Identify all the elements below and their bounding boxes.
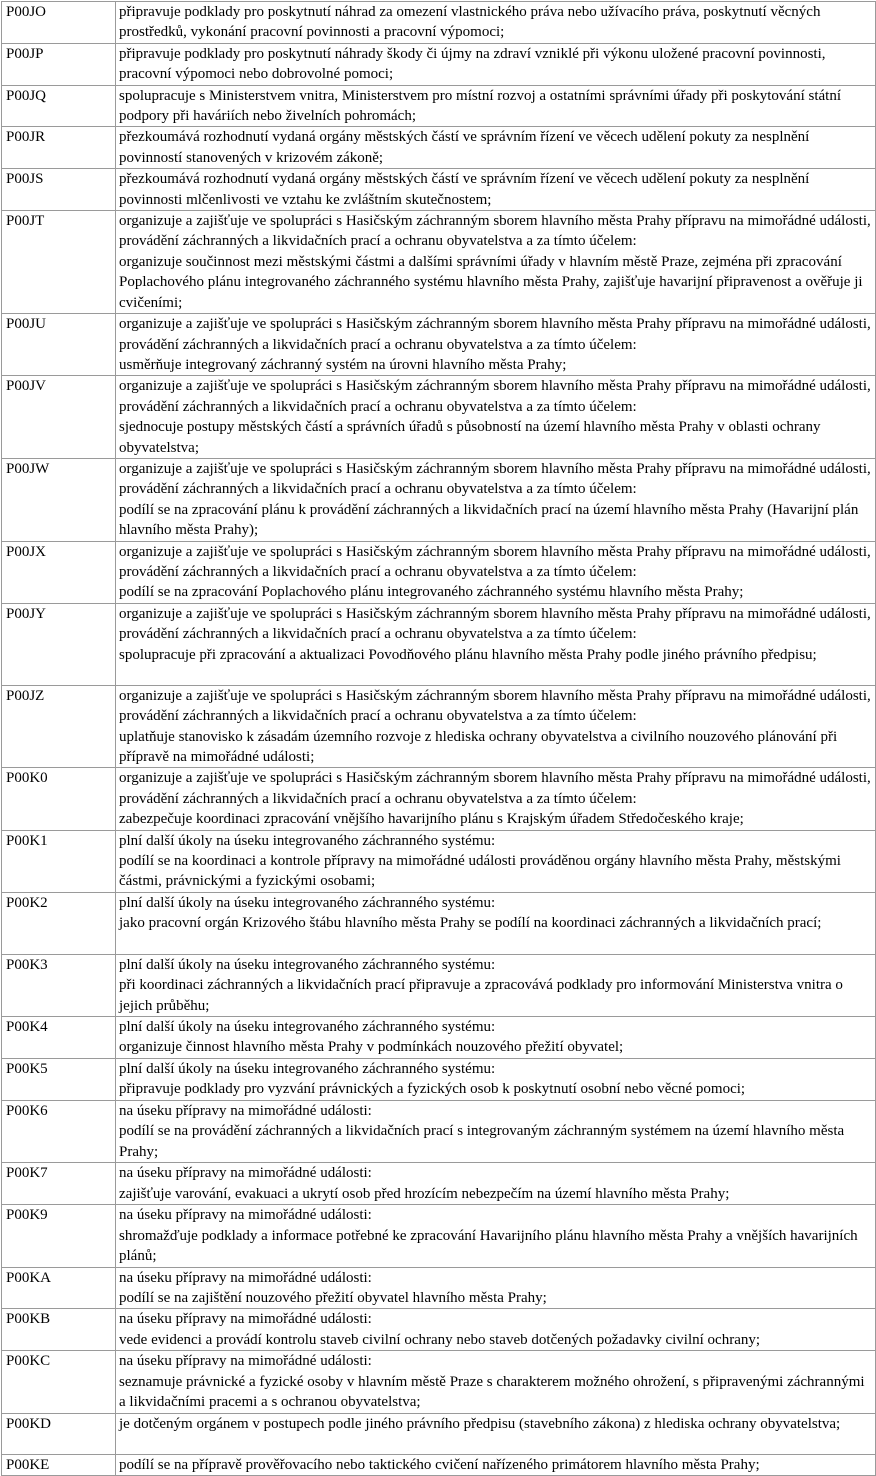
description-lead-line: na úseku přípravy na mimořádné události:: [119, 1311, 372, 1328]
description-lead-line: plní další úkoly na úseku integrovaného záchranného systému:: [119, 894, 496, 911]
agenda-description: [116, 1163, 876, 1205]
description-lead-line: organizuje a zajišťuje ve spolupráci s Hasičským záchranným sborem hlavního města Prahy přípravu na mimořádné události, provádění záchranných a likvidačních prací a ochranu obyvatelstva a za tímto účelem:: [119, 770, 871, 807]
description-line: při koordinaci záchranných a likvidačních prací připravuje a zpracovává podklady pro informování Ministerstva vnitra o jejich průběhu;: [119, 977, 843, 1014]
description-lead-line: organizuje a zajišťuje ve spolupráci s Hasičským záchranným sborem hlavního města Prahy přípravu na mimořádné události, provádění záchranných a likvidačních prací a ochranu obyvatelstva a za tímto účelem:: [119, 605, 871, 643]
description-lead-line: na úseku přípravy na mimořádné události:: [119, 1269, 372, 1286]
agenda-description: [116, 314, 876, 376]
table-row: [2, 314, 876, 376]
agenda-code: P00JW: [2, 458, 116, 541]
description-line: připravuje podklady pro vyzvání právnických a fyzických osob k poskytnutí osobní nebo věcné pomoci;: [119, 1081, 746, 1098]
agenda-code: P00KE: [2, 1454, 116, 1475]
agenda-table: [1, 1, 876, 1476]
agenda-code: P00JQ: [2, 85, 116, 127]
description-line: podílí se na provádění záchranných a likvidačních prací s integrovaným záchranným systémem na území hlavního města Prahy;: [119, 1123, 845, 1160]
agenda-description: [116, 1017, 876, 1059]
agenda-code: P00K3: [2, 954, 116, 1016]
table-row: [2, 458, 876, 541]
description-line: podílí se na přípravě prověřovacího nebo taktického cvičení nařízeného primátorem hlavního města Prahy;: [119, 1456, 760, 1473]
description-lead-line: plní další úkoly na úseku integrovaného záchranného systému:: [119, 1061, 496, 1078]
description-lead-line: na úseku přípravy na mimořádné události:: [119, 1103, 372, 1120]
agenda-code: P00JT: [2, 211, 116, 314]
description-line: zajišťuje varování, evakuaci a ukrytí osob před hrozícím nebezpečím na území hlavního města Prahy;: [119, 1185, 730, 1202]
description-line: podílí se na koordinaci a kontrole přípravy na mimořádné události prováděnou orgány hlavního města Prahy, městskými částmi, právnickými a fyzickými osobami;: [119, 853, 841, 890]
agenda-description: [116, 169, 876, 211]
agenda-description: [116, 127, 876, 169]
description-line: uplatňuje stanovisko k zásadám územního rozvoje z hlediska ochrany obyvatelstva a civilního nouzového plánování při přípravě na mimořádné události;: [119, 728, 838, 765]
description-lead-line: plní další úkoly na úseku integrovaného záchranného systému:: [119, 832, 496, 849]
agenda-code: P00JR: [2, 127, 116, 169]
description-lead-line: organizuje a zajišťuje ve spolupráci s Hasičským záchranným sborem hlavního města Prahy přípravu na mimořádné události, provádění záchranných a likvidačních prací a ochranu obyvatelstva a za tímto účelem:: [119, 213, 871, 250]
agenda-description: [116, 2, 876, 44]
table-row: [2, 685, 876, 768]
description-lead-line: organizuje a zajišťuje ve spolupráci s Hasičským záchranným sborem hlavního města Prahy přípravu na mimořádné události, provádění záchranných a likvidačních prací a ochranu obyvatelstva a za tímto účelem:: [119, 687, 871, 725]
description-line: jako pracovní orgán Krizového štábu hlavního města Prahy se podílí na koordinaci záchranných a likvidačních prací;: [119, 915, 822, 932]
table-row: [2, 376, 876, 459]
description-line: podílí se na zpracování plánu k provádění záchranných a likvidačních prací na území hlavního města Prahy (Havarijní plán hlavního města Prahy);: [119, 501, 859, 539]
agenda-code: P00JU: [2, 314, 116, 376]
table-row: [2, 1163, 876, 1205]
description-lead-line: organizuje a zajišťuje ve spolupráci s Hasičským záchranným sborem hlavního města Prahy přípravu na mimořádné události, provádění záchranných a likvidačních prací a ochranu obyvatelstva a za tímto účelem:: [119, 378, 871, 415]
agenda-code: P00K5: [2, 1059, 116, 1101]
table-row: [2, 1101, 876, 1163]
description-line: spolupracuje s Ministerstvem vnitra, Ministerstvem pro místní rozvoj a ostatními správními úřady při poskytování státní podpory při haváriích nebo živelních pohromách;: [119, 87, 841, 125]
agenda-description: [116, 1454, 876, 1475]
agenda-description: [116, 830, 876, 892]
agenda-code: P00KC: [2, 1351, 116, 1413]
agenda-code: P00JO: [2, 2, 116, 44]
agenda-code: P00JV: [2, 376, 116, 459]
table-row: [2, 954, 876, 1016]
agenda-description: [116, 892, 876, 954]
description-lead-line: organizuje a zajišťuje ve spolupráci s Hasičským záchranným sborem hlavního města Prahy přípravu na mimořádné události, provádění záchranných a likvidačních prací a ochranu obyvatelstva a za tímto účelem:: [119, 316, 871, 353]
description-line: seznamuje právnické a fyzické osoby v hlavním městě Praze s charakterem možného ohrožení, s připravenými záchrannými a likvidačními pracemi a s ochranou obyvatelstva;: [119, 1373, 865, 1411]
description-lead-line: organizuje a zajišťuje ve spolupráci s Hasičským záchranným sborem hlavního města Prahy přípravu na mimořádné události, provádění záchranných a likvidačních prací a ochranu obyvatelstva a za tímto účelem:: [119, 460, 871, 498]
agenda-code: P00KA: [2, 1267, 116, 1309]
table-row: [2, 1454, 876, 1475]
description-line: připravuje podklady pro poskytnutí náhrad za omezení vlastnického práva nebo užívacího práva, poskytnutí věcných prostředků, vykonání pracovní povinnosti a pracovní výpomoci;: [119, 4, 821, 41]
description-line: zabezpečuje koordinaci zpracování vnějšího havarijního plánu s Krajským úřadem Středočeského kraje;: [119, 811, 744, 828]
description-line: přezkoumává rozhodnutí vydaná orgány městských částí ve správním řízení ve věcech udělení pokuty za nesplnění povinnosti mlčenlivosti ve vztahu ke zvláštním skutečnostem;: [119, 171, 810, 208]
description-line: podílí se na zajištění nouzového přežití obyvatel hlavního města Prahy;: [119, 1289, 547, 1306]
description-lead-line: plní další úkoly na úseku integrovaného záchranného systému:: [119, 956, 496, 973]
agenda-description: [116, 768, 876, 830]
table-row: [2, 169, 876, 211]
table-row: [2, 830, 876, 892]
agenda-description: [116, 954, 876, 1016]
agenda-code: P00K7: [2, 1163, 116, 1205]
description-line: sjednocuje postupy městských částí a správních úřadů s působností na území hlavního města Prahy v oblasti ochrany obyvatelstva;: [119, 419, 821, 456]
agenda-table-body: [2, 2, 876, 1476]
table-row: [2, 43, 876, 85]
agenda-description: [116, 1351, 876, 1413]
table-row: [2, 1413, 876, 1454]
description-line: usměrňuje integrovaný záchranný systém na úrovni hlavního města Prahy;: [119, 356, 567, 373]
agenda-code: P00K6: [2, 1101, 116, 1163]
agenda-description: [116, 85, 876, 127]
agenda-description: [116, 1205, 876, 1267]
description-lead-line: na úseku přípravy na mimořádné události:: [119, 1353, 372, 1370]
table-row: [2, 85, 876, 127]
description-line: připravuje podklady pro poskytnutí náhrady škody či újmy na zdraví vzniklé při výkonu uložené pracovní povinnosti, pracovní výpomoci nebo dobrovolné pomoci;: [119, 45, 826, 83]
agenda-description: [116, 376, 876, 459]
agenda-code: P00K1: [2, 830, 116, 892]
description-line: přezkoumává rozhodnutí vydaná orgány městských částí ve správním řízení ve věcech udělení pokuty za nesplnění povinností stanovených v krizovém zákoně;: [119, 129, 810, 166]
table-row: [2, 892, 876, 954]
agenda-code: P00KB: [2, 1309, 116, 1351]
table-row: [2, 1309, 876, 1351]
agenda-code: P00JY: [2, 603, 116, 685]
table-row: [2, 541, 876, 603]
agenda-code: P00JP: [2, 43, 116, 85]
table-row: [2, 1017, 876, 1059]
agenda-code: P00K0: [2, 768, 116, 830]
table-row: [2, 1267, 876, 1309]
table-row: [2, 1351, 876, 1413]
description-line: je dotčeným orgánem v postupech podle jiného právního předpisu (stavebního zákona) z hlediska ochrany obyvatelstva;: [119, 1415, 841, 1432]
agenda-code: P00K2: [2, 892, 116, 954]
agenda-description: [116, 1413, 876, 1454]
agenda-description: [116, 1101, 876, 1163]
table-row: [2, 211, 876, 314]
agenda-description: [116, 1059, 876, 1101]
agenda-description: [116, 685, 876, 768]
description-line: vede evidenci a provádí kontrolu staveb civilní ochrany nebo staveb dotčených požadavky civilní ochrany;: [119, 1331, 761, 1348]
agenda-description: [116, 458, 876, 541]
agenda-description: [116, 603, 876, 685]
description-line: organizuje činnost hlavního města Prahy v podmínkách nouzového přežití obyvatel;: [119, 1039, 624, 1056]
agenda-description: [116, 43, 876, 85]
agenda-code: P00JS: [2, 169, 116, 211]
agenda-code: P00JX: [2, 541, 116, 603]
description-line: organizuje součinnost mezi městskými částmi a dalšími správními úřady v hlavním městě Praze, zejména při zpracování Poplachového plánu integrovaného záchranného systému hlavního města Prahy, zajišťuje havarijní připravenost a ověřuje ji cvičeními;: [119, 253, 863, 311]
description-lead-line: na úseku přípravy na mimořádné události:: [119, 1207, 372, 1224]
agenda-description: [116, 541, 876, 603]
description-line: spolupracuje při zpracování a aktualizaci Povodňového plánu hlavního města Prahy podle jiného právního předpisu;: [119, 646, 817, 663]
table-row: [2, 1205, 876, 1267]
table-row: [2, 1059, 876, 1101]
agenda-code: P00K4: [2, 1017, 116, 1059]
agenda-description: [116, 211, 876, 314]
table-row: [2, 768, 876, 830]
table-row: [2, 603, 876, 685]
description-lead-line: na úseku přípravy na mimořádné události:: [119, 1165, 372, 1182]
description-lead-line: organizuje a zajišťuje ve spolupráci s Hasičským záchranným sborem hlavního města Prahy přípravu na mimořádné události, provádění záchranných a likvidačních prací a ochranu obyvatelstva a za tímto účelem:: [119, 543, 871, 580]
description-line: podílí se na zpracování Poplachového plánu integrovaného záchranného systému hlavního města Prahy;: [119, 584, 744, 601]
agenda-code: P00JZ: [2, 685, 116, 768]
agenda-code: P00K9: [2, 1205, 116, 1267]
agenda-code: P00KD: [2, 1413, 116, 1454]
table-row: [2, 2, 876, 44]
agenda-description: [116, 1309, 876, 1351]
description-lead-line: plní další úkoly na úseku integrovaného záchranného systému:: [119, 1019, 496, 1036]
table-row: [2, 127, 876, 169]
description-line: shromažďuje podklady a informace potřebné ke zpracování Havarijního plánu hlavního města Prahy a vnějších havarijních plánů;: [119, 1227, 858, 1265]
agenda-description: [116, 1267, 876, 1309]
